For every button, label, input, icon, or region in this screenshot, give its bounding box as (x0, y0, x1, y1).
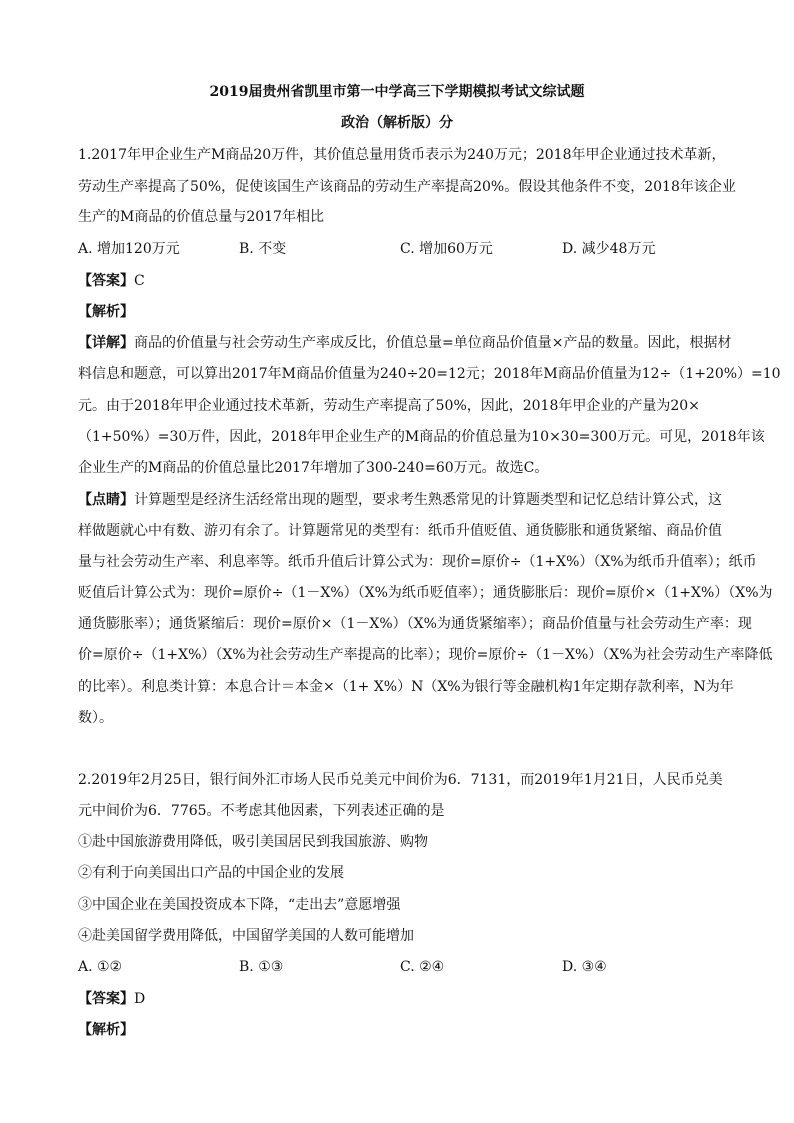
answer-value: D (134, 991, 146, 1007)
answer-label: 【答案】 (78, 273, 134, 289)
q1-option-b: B. 不变 (239, 241, 287, 257)
q1-stem-line: 生产的M商品的价值总量与2017年相比 (78, 209, 324, 225)
q1-option-d: D. 减少48万元 (562, 241, 656, 257)
q2-statement-4: ④赴美国留学费用降低，中国留学美国的人数可能增加 (78, 928, 414, 944)
q2-analysis-label: 【解析】 (78, 1022, 134, 1038)
q1-note-line: 数）。 (78, 710, 113, 726)
q2-statement-3: ③中国企业在美国投资成本下降，“走出去”意愿增强 (78, 897, 401, 913)
q1-stem-line: 1.2017年甲企业生产M商品20万件，其价值总量用货币表示为240万元；2018年甲企业通过技术革新， (78, 147, 726, 163)
q2-statement-2: ②有利于向美国出口产品的中国企业的发展 (78, 865, 344, 881)
document-subtitle: 政治（解析版）分 (341, 115, 453, 131)
q1-answer (78, 271, 738, 291)
q1-detail-line: （1+50%）=30万件，因此，2018年甲企业生产的M商品的价值总量为10×30=300万元。可见，2018年该 (78, 429, 765, 445)
q1-detail-line: 企业生产的M商品的价值总量比2017年增加了300-240=60万元。故选C。 (78, 460, 549, 476)
q1-detail-line: 料信息和题意，可以算出2017年M商品价值量为240÷20=12元；2018年M商品价值量为12÷（1+20%）=10 (78, 366, 781, 382)
q1-note-line: 通货膨胀率）；通货紧缩后：现价=原价×（1－X%）（X%为通货紧缩率）；商品价值量与社会劳动生产率：现 (78, 616, 752, 632)
q1-note-line: 价=原价÷（1+X%）（X%为社会劳动生产率提高的比率）；现价=原价÷（1－X%）（X%为社会劳动生产率降低 (78, 647, 773, 663)
q2-option-c: C. ②④ (400, 959, 445, 975)
q2-statement-1: ①赴中国旅游费用降低，吸引美国居民到我国旅游、购物 (78, 834, 428, 850)
detail-label: 【详解】 (78, 335, 134, 351)
q1-option-a: A. 增加120万元 (78, 241, 180, 257)
q1-stem-line: 劳动生产率提高了50%，促使该国生产该商品的劳动生产率提高20%。假设其他条件不变，2018年该企业 (78, 179, 736, 195)
q1-note-line: 贬值后计算公式为：现价=原价÷（1－X%）（X%为纸币贬值率）；通货膨胀后：现价=原价×（1+X%）（X%为 (78, 585, 773, 601)
answer-label: 【答案】 (78, 991, 134, 1007)
document-title: 2019届贵州省凯里市第一中学高三下学期模拟考试文综试题 (209, 84, 585, 100)
q2-option-d: D. ③④ (562, 959, 607, 975)
q1-detail-line: 元。由于2018年甲企业通过技术革新，劳动生产率提高了50%，因此，2018年甲企业的产量为20× (78, 398, 700, 414)
answer-value: C (134, 273, 145, 289)
q1-analysis-label: 【解析】 (78, 304, 134, 320)
q2-option-a: A. ①② (78, 959, 123, 975)
q2-stem-line: 2.2019年2月25日，银行间外汇市场人民币兑美元中间价为6．7131，而2019年1月21日，人民币兑美 (78, 772, 723, 788)
q1-option-c: C. 增加60万元 (400, 241, 493, 257)
q1-detail-line: 【详解】商品的价值量与社会劳动生产率成反比，价值总量=单位商品价值量×产品的数量。因此，根据材 (78, 335, 732, 351)
q2-option-b: B. ①③ (239, 959, 284, 975)
note-label: 【点睛】 (78, 492, 134, 508)
q1-note-line: 量与社会劳动生产率、利息率等。纸币升值后计算公式为：现价=原价÷（1+X%）（X%为纸币升值率）；纸币 (78, 554, 757, 570)
q1-note-line: 的比率）。利息类计算：本息合计＝本金×（1+ X%）N（X%为银行等金融机构1年定期存款利率，N为年 (78, 679, 734, 695)
q1-note-line: 样做题就心中有数、游刃有余了。计算题常见的类型有：纸币升值贬值、通货膨胀和通货紧缩、商品价值 (78, 523, 722, 539)
q2-answer (78, 989, 738, 1009)
q1-note-line: 【点睛】计算题型是经济生活经常出现的题型，要求考生熟悉常见的计算题类型和记忆总结计算公式，这 (78, 492, 722, 508)
q2-stem-line: 元中间价为6．7765。不考虑其他因素，下列表述正确的是 (78, 803, 445, 819)
